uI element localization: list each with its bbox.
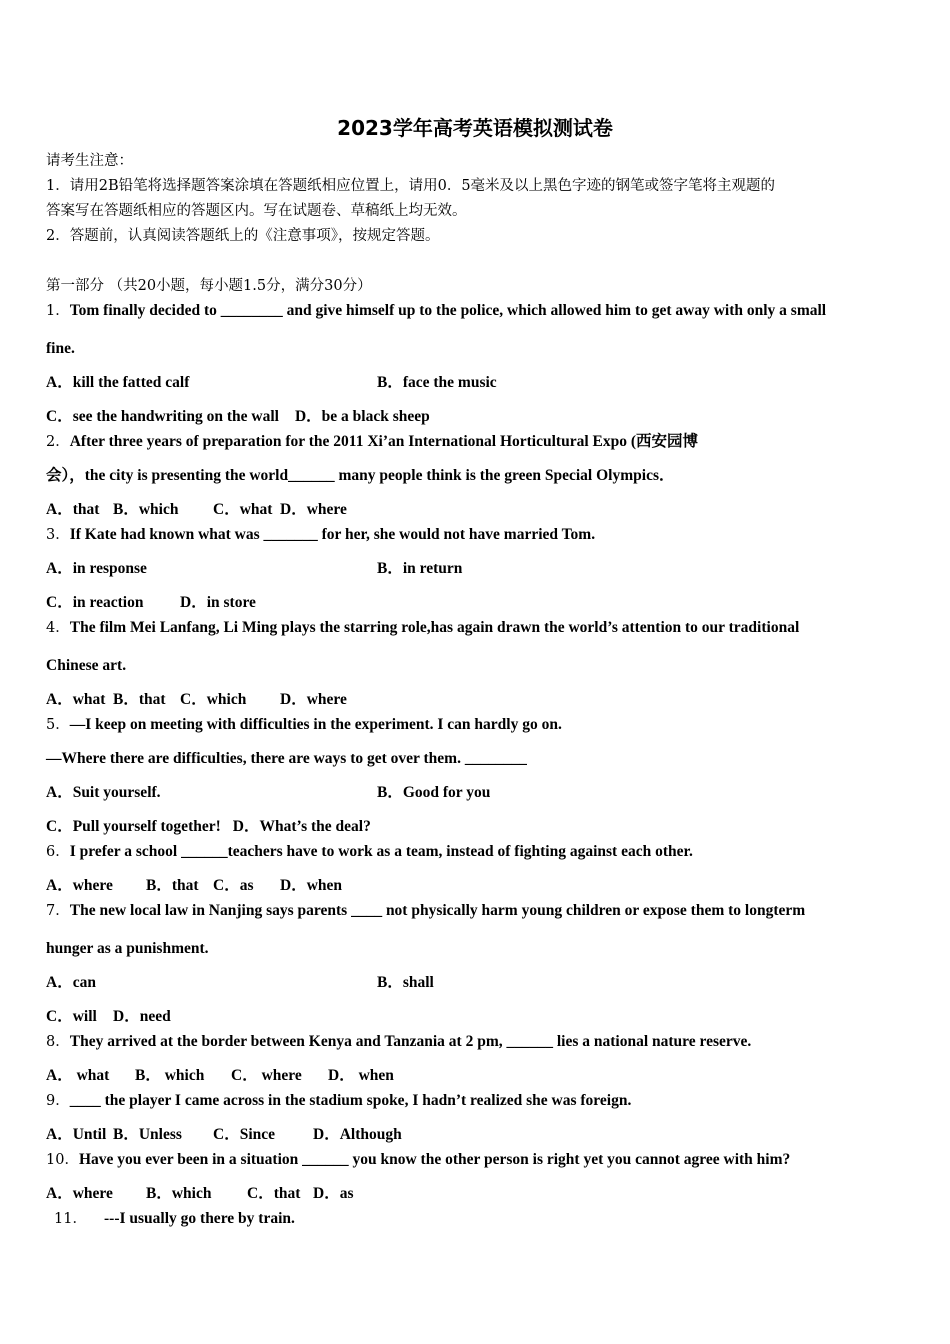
option-a[interactable]: A．can	[46, 974, 96, 991]
option-d[interactable]: D．What’s the deal?	[232, 818, 371, 835]
question-number: 8．	[46, 1034, 70, 1050]
option-a[interactable]: A．where	[46, 1185, 113, 1202]
option-d[interactable]: D．be a black sheep	[294, 408, 430, 425]
notice-item-1: 1．请用2B铅笔将选择题答案涂填在答题纸相应位置上，请用0．5毫米及以上黑色字迹的钢笔或签字笔将主观题的	[46, 178, 776, 194]
option-c[interactable]: C．Pull yourself together!	[46, 818, 221, 835]
question-1	[46, 301, 826, 321]
question-stem-cont: 会），the city is presenting the world______ many people think is the green Special Olympics．	[46, 467, 675, 484]
options-row	[46, 817, 371, 837]
options-row	[46, 407, 430, 427]
option-b[interactable]: B．which	[113, 501, 179, 518]
question-stem: Tom finally decided to ________ and give himself up to the police, which allowed him to get away with only a small	[69, 302, 827, 319]
question-stem: If Kate had known what was _______ for her, she would not have married Tom.	[69, 526, 596, 543]
option-b[interactable]: B．face the music	[377, 374, 497, 391]
option-d[interactable]: D．in store	[180, 594, 256, 611]
option-c[interactable]: C．what	[213, 501, 273, 518]
question-stem: The film Mei Lanfang, Li Ming plays the starring role,has again drawn the world’s attention to our traditional	[69, 619, 800, 636]
question-stem-cont: Chinese art.	[46, 657, 127, 674]
question-10	[46, 1150, 790, 1170]
question-number: 3．	[46, 527, 70, 543]
option-d[interactable]: D．where	[280, 691, 347, 708]
option-c[interactable]: C．Since	[213, 1126, 276, 1143]
options-row	[46, 1184, 353, 1204]
question-stem: ---I usually go there by train.	[104, 1210, 295, 1227]
question-stem: I prefer a school ______teachers have to work as a team, instead of fighting against each other.	[69, 843, 693, 860]
option-d[interactable]: D．need	[113, 1008, 171, 1025]
option-a[interactable]: A．in response	[46, 560, 147, 577]
question-stem: Have you ever been in a situation ______ you know the other person is right yet you cannot agree with him?	[78, 1151, 791, 1168]
option-b[interactable]: B．Good for you	[377, 784, 491, 801]
question-number: 2．	[46, 434, 70, 450]
question-number: 7．	[46, 903, 70, 919]
question-5	[46, 715, 562, 735]
option-a[interactable]: A． what	[46, 1067, 110, 1084]
options-row	[46, 1007, 171, 1027]
question-stem-cont: hunger as a punishment.	[46, 940, 209, 957]
option-c[interactable]: C．see the handwriting on the wall	[46, 408, 279, 425]
option-c[interactable]: C．will	[46, 1008, 97, 1025]
question-number: 4．	[46, 620, 70, 636]
question-stem: The new local law in Nanjing says parents ____ not physically harm young children or expose them to longterm	[69, 902, 806, 919]
question-stem: After three years of preparation for the 2011 Xi’an International Horticultural Expo (西安园博	[69, 433, 698, 450]
question-number: 11．	[54, 1211, 87, 1227]
option-b[interactable]: B．shall	[377, 974, 434, 991]
question-stem: They arrived at the border between Kenya and Tanzania at 2 pm, ______ lies a national nature reserve.	[69, 1033, 752, 1050]
question-8	[46, 1032, 751, 1052]
question-number: 6．	[46, 844, 70, 860]
option-c[interactable]: C． where	[231, 1067, 302, 1084]
option-d[interactable]: D．where	[280, 501, 347, 518]
option-c[interactable]: C．which	[180, 691, 247, 708]
options-row	[46, 500, 347, 520]
option-a[interactable]: A．kill the fatted calf	[46, 374, 190, 391]
option-b[interactable]: B．Unless	[113, 1126, 182, 1143]
question-stem: —I keep on meeting with difficulties in the experiment. I can hardly go on.	[69, 716, 562, 733]
question-number: 1．	[46, 303, 70, 319]
options-row	[46, 876, 342, 896]
option-a[interactable]: A．what	[46, 691, 106, 708]
option-d[interactable]: D．when	[280, 877, 343, 894]
option-b[interactable]: B． which	[135, 1067, 205, 1084]
question-6	[46, 842, 693, 862]
options-row	[46, 1066, 394, 1086]
question-9	[46, 1091, 631, 1111]
option-a[interactable]: A．where	[46, 877, 113, 894]
options-row	[46, 690, 347, 710]
option-c[interactable]: C．in reaction	[46, 594, 144, 611]
option-d[interactable]: D．as	[313, 1185, 354, 1202]
question-number: 5．	[46, 717, 70, 733]
option-b[interactable]: B．that	[146, 877, 199, 894]
section-heading: 第一部分 （共20小题，每小题1.5分，满分30分）	[46, 278, 372, 294]
option-b[interactable]: B．which	[146, 1185, 212, 1202]
question-3	[46, 525, 595, 545]
options-row	[46, 593, 256, 613]
question-7	[46, 901, 805, 921]
option-d[interactable]: D． when	[328, 1067, 394, 1084]
question-stem: ____ the player I came across in the stadium spoke, I hadn’t realized she was foreign.	[69, 1092, 632, 1109]
option-b[interactable]: B．that	[113, 691, 166, 708]
question-number: 9．	[46, 1093, 70, 1109]
question-stem-cont: —Where there are difficulties, there are ways to get over them. ________	[46, 750, 527, 767]
option-a[interactable]: A．that	[46, 501, 100, 518]
question-2	[46, 432, 698, 452]
option-c[interactable]: C．that	[247, 1185, 301, 1202]
option-a[interactable]: A．Until	[46, 1126, 107, 1143]
question-stem-cont: fine.	[46, 340, 75, 357]
question-number: 10．	[46, 1152, 79, 1168]
option-b[interactable]: B．in return	[377, 560, 463, 577]
option-d[interactable]: D．Although	[313, 1126, 402, 1143]
notice-item-2: 2．答题前，认真阅读答题纸上的《注意事项》，按规定答题。	[46, 228, 440, 244]
option-a[interactable]: A．Suit yourself.	[46, 784, 161, 801]
options-row	[46, 1125, 402, 1145]
notice-item-1-cont: 答案写在答题纸相应的答题区内。写在试题卷、草稿纸上均无效。	[46, 203, 467, 219]
question-4	[46, 618, 799, 638]
notice-heading: 请考生注意：	[46, 153, 133, 169]
page-title: 2023学年高考英语模拟测试卷	[337, 116, 613, 140]
question-11	[54, 1209, 295, 1229]
option-c[interactable]: C．as	[213, 877, 254, 894]
